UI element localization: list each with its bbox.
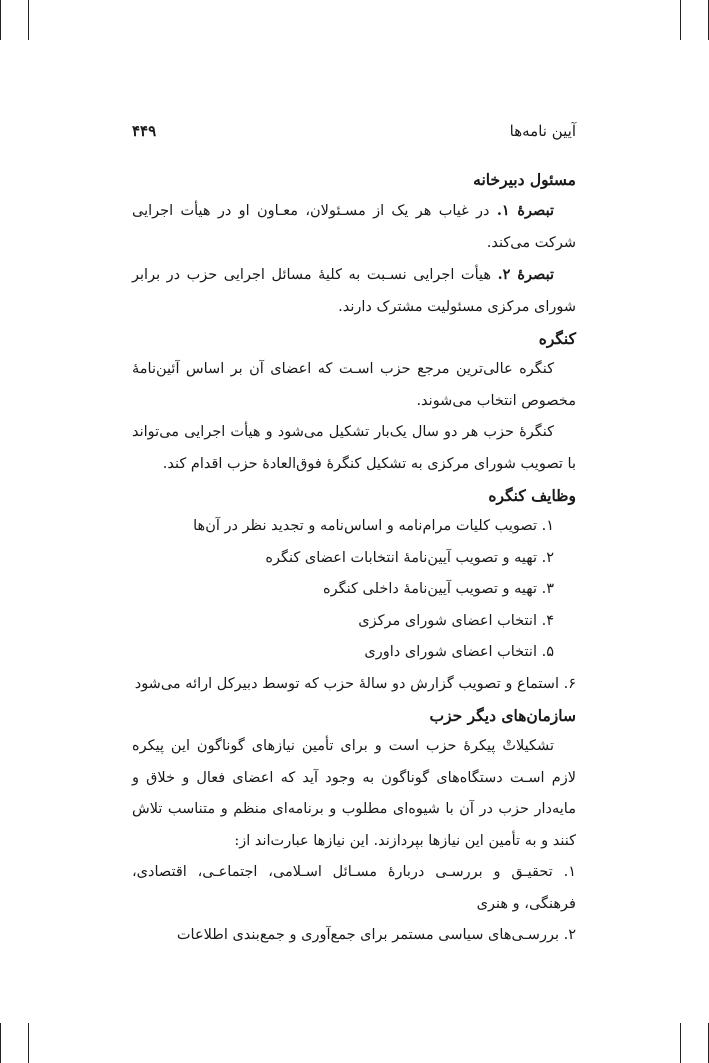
paragraph [132,195,576,259]
note-label: تبصرهٔ ۲. [497,266,554,283]
list-item: ۳. تهیه و تصویب آیین‌نامهٔ داخلی کنگره [323,581,554,597]
crop-mark [0,1023,1,1063]
section-heading: سازمان‌های دیگر حزب [429,706,576,725]
paragraph: کنگره عالی‌ترین مرجع حزب اسـت که اعضای آن بر اساس آئین‌نامهٔ مخصوص انتخاب می‌شوند. [132,361,576,409]
list-item: ۲. تهیه و تصویب آیین‌نامهٔ انتخابات اعضای کنگره [265,549,554,566]
page-header [132,122,576,150]
crop-mark [28,1023,29,1063]
list-item: ۲. بررسـی‌های سیاسی مستمر برای جمع‌آوری و جمع‌بندی اطلاعات [176,927,576,943]
list-item: ۵. انتخاب اعضای شورای داوری [364,644,554,660]
paragraph-text: در غیاب هر یک از مسـئولان، معـاون او در هیأت اجرایی شرکت می‌کند. [132,203,576,251]
crop-mark [680,0,681,40]
paragraph-text: هیأت اجرایی نسـبت به کلیهٔ مسائل اجرایی حزب در برابر شورای مرکزی مسئولیت مشترک دارند. [132,267,576,315]
list-item: ۴. انتخاب اعضای شورای مرکزی [358,612,554,629]
section-heading: مسئول دبیرخانه [473,170,576,189]
list-item: ۶. استماع و تصویب گزارش دو سالهٔ حزب که توسط دبیرکل ارائه می‌شود [134,675,576,692]
list-item: ۱. تحقیـق و بررسـی دربارهٔ مسـائل اسـلامی، اجتماعـی، اقتصادی، فرهنگی، و هنری [132,864,576,912]
paragraph: کنگرهٔ حزب هر دو سال یک‌بار تشکیل می‌شود و هیأت اجرایی می‌تواند با تصویب شورای مرکزی به تشکیل کنگرهٔ فوق‌العادهٔ حزب اقدام کند. [132,424,576,472]
crop-mark [680,1023,681,1063]
paragraph [132,259,576,323]
section-heading: کنگره [538,329,576,348]
page-body [132,164,576,952]
crop-mark [0,0,1,40]
note-label: تبصرهٔ ۱. [496,202,555,219]
running-title: آیین نامه‌ها [509,122,576,140]
section-heading: وظایف کنگره [488,486,576,505]
list-item: ۱. تصویب کلیات مرام‌نامه و اساس‌نامه و تجدید نظر در آن‌ها [193,518,554,534]
page-number: ۴۴۹ [132,122,157,140]
paragraph: تشکیلاتْ پیکرهٔ حزب است و برای تأمین نیازهای گوناگون این پیکره لازم اسـت دستگاه‌های گوناگون به وجود آید که اعضای فعال و خلاق و مایه‌دار حزب در آن با شیوه‌ای مطلوب و برنامه‌ای منظم و متناسب تلاش کنند و به تأمین این نیازها بپردازند. این نیازها عبارت‌اند از: [132,738,576,849]
crop-mark [28,0,29,40]
